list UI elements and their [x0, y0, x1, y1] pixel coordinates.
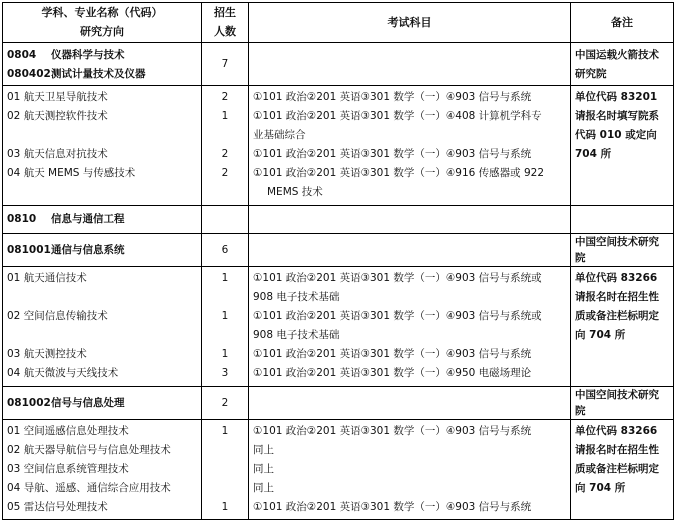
- section4-directions-row: [3, 420, 674, 520]
- list-item: ①101 政治②201 英语③301 数学（一）④950 电磁场理论: [253, 367, 532, 379]
- list-item: 业基础综合: [253, 129, 306, 141]
- section3-exam-empty: [249, 234, 571, 267]
- sub-code: 081001: [7, 243, 51, 256]
- header-major: [3, 3, 202, 43]
- section3-counts: [202, 267, 249, 387]
- header-count: [202, 3, 249, 43]
- list-item: 908 电子技术基础: [253, 329, 340, 341]
- major-name: 信息与通信工程: [51, 213, 125, 225]
- list-item: 1: [221, 310, 229, 322]
- header-count-line2: 人数: [214, 24, 236, 38]
- spacer: [206, 326, 244, 345]
- header-exam: 考试科目: [249, 3, 571, 43]
- list-item: 01 空间遥感信息处理技术: [7, 425, 129, 437]
- section3-directions: [3, 267, 202, 387]
- section3-directions-row: [3, 267, 674, 387]
- list-item: 同上: [253, 444, 274, 456]
- section3-note: 中国空间技术研究院: [571, 234, 674, 267]
- list-item: 同上: [253, 482, 274, 494]
- list-item: 2: [221, 167, 229, 179]
- list-item: ①101 政治②201 英语③301 数学（一）④903 信号与系统: [253, 148, 532, 160]
- section2-exam-empty: [249, 206, 571, 234]
- section3-exams: [249, 267, 571, 387]
- section1-major-row: [3, 43, 674, 86]
- section1-sub-line: [7, 65, 197, 84]
- section1-major-line: [7, 46, 197, 65]
- section1-rows-note: 单位代码 83201 请报名时填写院系代码 010 或定向 704 所: [571, 86, 674, 206]
- header-count-line1: 招生: [214, 5, 236, 19]
- list-item: 03 航天信息对抗技术: [7, 148, 108, 160]
- spacer: [206, 288, 244, 307]
- list-item: ①101 政治②201 英语③301 数学（一）④903 信号与系统: [253, 91, 532, 103]
- section4-exam-empty: [249, 387, 571, 420]
- list-item: ①101 政治②201 英语③301 数学（一）④408 计算机学科专: [253, 110, 542, 122]
- list-item: ①101 政治②201 英语③301 数学（一）④903 信号与系统: [253, 501, 532, 513]
- section4-counts: [202, 420, 249, 520]
- sub-code: 080402: [7, 68, 51, 80]
- list-item: 03 航天测控技术: [7, 348, 87, 360]
- list-item: 908 电子技术基础: [253, 291, 340, 303]
- section1-counts: [202, 86, 249, 206]
- section1-exam-empty: [249, 43, 571, 86]
- section3-sub-row: [3, 234, 674, 267]
- sub-name: 通信与信息系统: [51, 243, 125, 256]
- list-item: 04 导航、遥感、通信综合应用技术: [7, 482, 171, 494]
- major-name: 仪器科学与技术: [51, 49, 125, 61]
- sub-name: 信号与信息处理: [51, 396, 125, 409]
- section2-major-cell: [3, 206, 202, 234]
- list-item: 1: [221, 348, 229, 360]
- spacer: [206, 441, 244, 460]
- list-item: 同上: [253, 463, 274, 475]
- section1-count: 7: [202, 43, 249, 86]
- list-item: 04 航天微波与天线技术: [7, 367, 119, 379]
- section1-major-cell: [3, 43, 202, 86]
- spacer: [7, 288, 197, 307]
- section4-count: 2: [202, 387, 249, 420]
- list-item: MEMS 技术: [267, 186, 323, 198]
- section4-exams: [249, 420, 571, 520]
- list-item: 05 雷达信号处理技术: [7, 501, 108, 513]
- list-item: ①101 政治②201 英语③301 数学（一）④916 传感器或 922: [253, 167, 545, 179]
- list-item: 2: [221, 91, 229, 103]
- list-item: 1: [221, 110, 229, 122]
- list-item: ①101 政治②201 英语③301 数学（一）④903 信号与系统或: [253, 272, 542, 284]
- list-item: 03 空间信息系统管理技术: [7, 463, 129, 475]
- section2-count-empty: [202, 206, 249, 234]
- section3-count: 6: [202, 234, 249, 267]
- spacer: [7, 126, 197, 145]
- list-item: ①101 政治②201 英语③301 数学（一）④903 信号与系统: [253, 348, 532, 360]
- section4-rows-note: 单位代码 83266 请报名时在招生性质或备注栏标明定向 704 所: [571, 420, 674, 520]
- list-item: 1: [221, 272, 229, 284]
- header-major-line1: 学科、专业名称（代码）: [41, 5, 163, 19]
- section2-major-row: [3, 206, 674, 234]
- list-item: 02 航天器导航信号与信息处理技术: [7, 444, 171, 456]
- sub-code: 081002: [7, 396, 51, 409]
- section1-note: 中国运载火箭技术研究院: [571, 43, 674, 86]
- section4-sub-row: [3, 387, 674, 420]
- spacer: [206, 479, 244, 498]
- list-item: 01 航天卫星导航技术: [7, 91, 108, 103]
- admissions-table: [2, 2, 674, 520]
- list-item: 04 航天 MEMS 与传感技术: [7, 167, 136, 179]
- list-item: 2: [221, 148, 229, 160]
- section3-rows-note: 单位代码 83266 请报名时在招生性质或备注栏标明定向 704 所: [571, 267, 674, 387]
- list-item: 3: [221, 367, 229, 379]
- sub-name: 测试计量技术及仪器: [51, 68, 146, 80]
- section4-note: 中国空间技术研究院: [571, 387, 674, 420]
- list-item: 02 空间信息传输技术: [7, 310, 108, 322]
- list-item: 01 航天通信技术: [7, 272, 87, 284]
- list-item: ①101 政治②201 英语③301 数学（一）④903 信号与系统: [253, 425, 532, 437]
- header-major-line2: 研究方向: [80, 24, 124, 38]
- spacer: [206, 460, 244, 479]
- section4-sub-cell: [3, 387, 202, 420]
- section1-directions: [3, 86, 202, 206]
- spacer: [7, 326, 197, 345]
- major-code: 0810: [7, 213, 37, 225]
- table-header-row: [3, 3, 674, 43]
- header-note: 备注: [571, 3, 674, 43]
- list-item: 1: [221, 501, 229, 513]
- section3-sub-cell: [3, 234, 202, 267]
- spacer: [206, 126, 244, 145]
- section2-note-empty: [571, 206, 674, 234]
- list-item: ①101 政治②201 英语③301 数学（一）④903 信号与系统或: [253, 310, 542, 322]
- list-item: 1: [221, 425, 229, 437]
- major-code: 0804: [7, 49, 37, 61]
- section4-directions: [3, 420, 202, 520]
- section1-directions-row: [3, 86, 674, 206]
- list-item: 02 航天测控软件技术: [7, 110, 108, 122]
- section1-exams: [249, 86, 571, 206]
